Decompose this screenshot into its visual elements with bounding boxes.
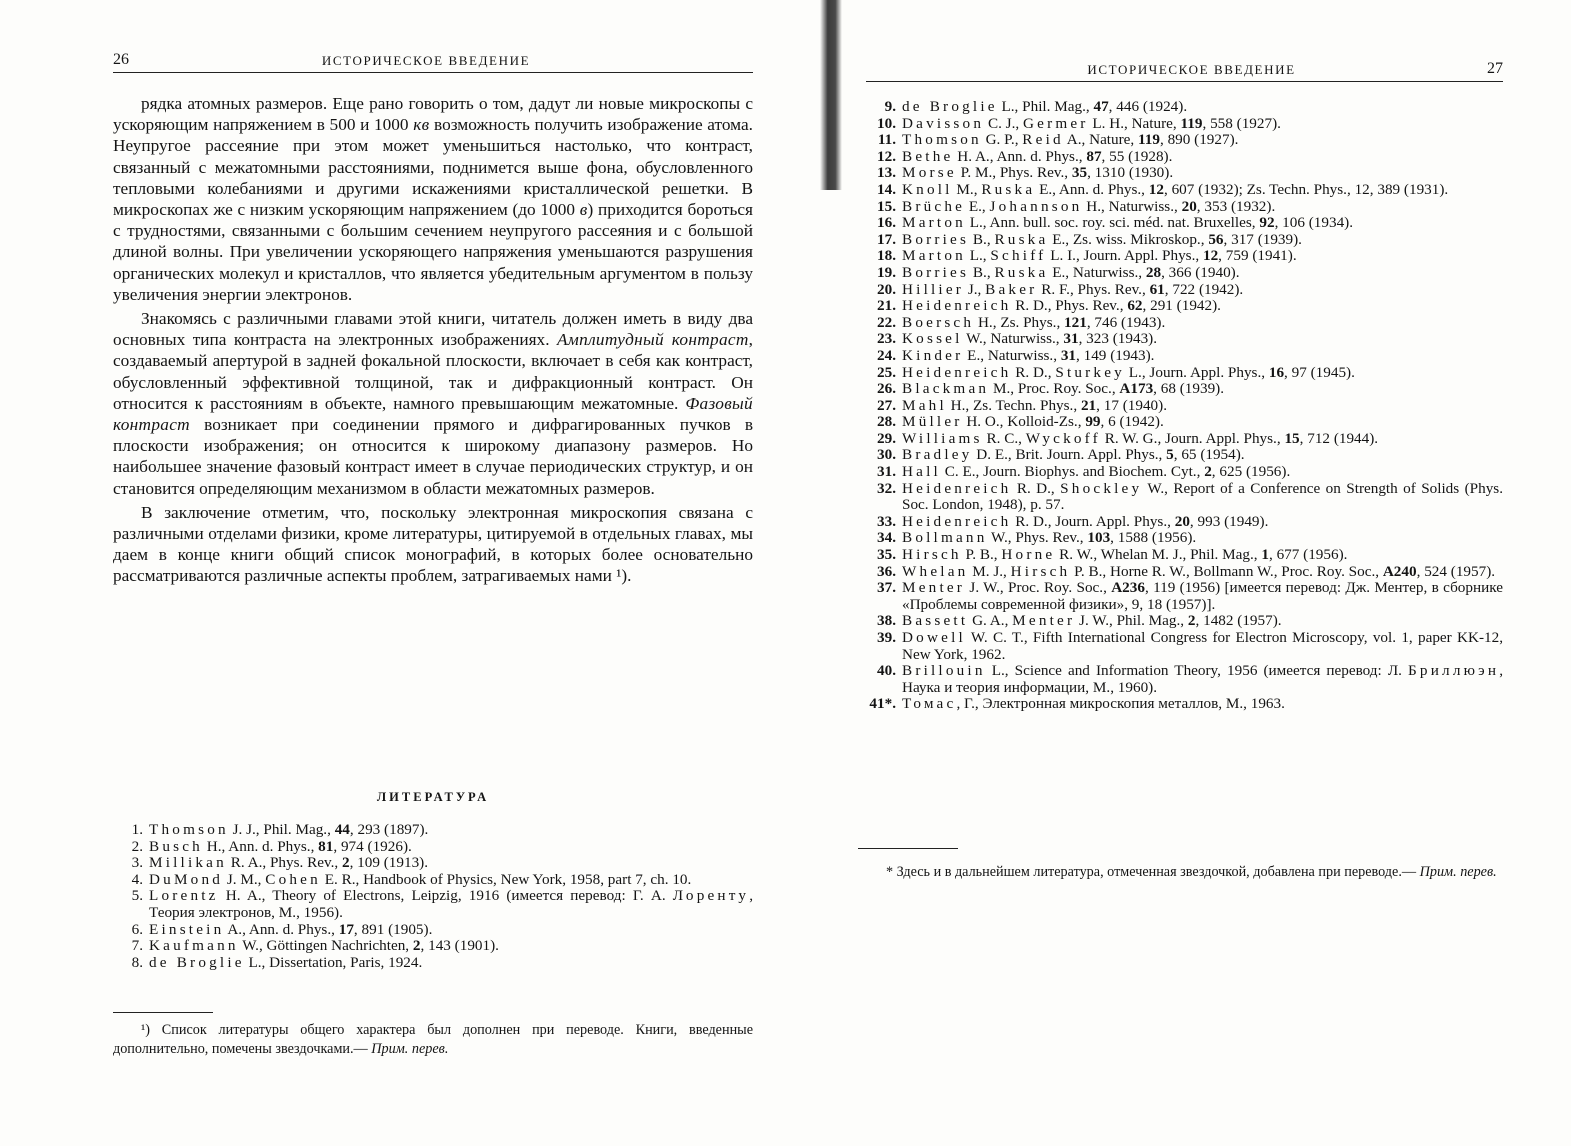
reference-item: 35. Hirsch P. B., Horne R. W., Whelan M. J., Phil. Mag., 1, 677 (1956). [877,546,1348,564]
reference-item: 11. Thomson G. P., Reid A., Nature, 119, 890 (1927). [877,131,1239,149]
reference-item: 8. de Broglie L., Dissertation, Paris, 1924. [131,953,423,971]
reference-item: 34. Bollmann W., Phys. Rev., 103, 1588 (1956). [877,529,1197,547]
reference-item: 27. Mahl H., Zs. Techn. Phys., 21, 17 (1940). [877,396,1167,414]
reference-item: 31. Hall C. E., Journ. Biophys. and Biochem. Cyt., 2, 625 (1956). [877,463,1291,481]
right-page [786,0,1571,1146]
reference-item: 2. Busch H., Ann. d. Phys., 81, 974 (1926). [131,837,412,855]
reference-item: 40. Brillouin L., Science and Information Theory, 1956 (имеется перевод: Л. Бриллюэн, Наука и теория информации, М., 1960). [877,662,1503,696]
literature-heading: ЛИТЕРАТУРА [376,790,490,804]
running-head-title: ИСТОРИЧЕСКОЕ ВВЕДЕНИЕ [1087,62,1296,77]
reference-item: 33. Heidenreich R. D., Journ. Appl. Phys., 20, 993 (1949). [877,512,1269,530]
reference-item: 15. Brüche E., Johannson H., Naturwiss., 20, 353 (1932). [877,197,1276,215]
reference-list-left [113,822,753,971]
reference-item: 41*. Томас, Г., Электронная микроскопия металлов, М., 1963. [869,695,1285,713]
running-head-right [866,56,1503,82]
reference-item: 28. Müller H. O., Kolloid-Zs., 99, 6 (1942). [877,413,1164,431]
body-text [113,93,753,587]
reference-item: 20. Hillier J., Baker R. F., Phys. Rev., 61, 722 (1942). [877,280,1244,298]
footnote-rule [113,1012,213,1013]
reference-item: 26. Blackman M., Proc. Roy. Soc., A173, 68 (1939). [877,380,1225,398]
reference-item: 9. de Broglie L., Phil. Mag., 47, 446 (1924). [884,98,1188,115]
paragraph-3: В заключение отметим, что, поскольку электронная микроскопия связана с различными отделами физики, кроме литературы, цитируемой в отдельных главах, мы даем в конце книги общий список монографий, в которых более основательно рассматриваются различные аспекты проблем, затрагиваемых нами ¹). [113,502,753,586]
footnote-rule [858,848,958,849]
reference-item: 25. Heidenreich R. D., Sturkey L., Journ. Appl. Phys., 16, 97 (1945). [877,363,1355,381]
reference-item: 39. Dowell W. C. T., Fifth International Congress for Electron Microscopy, vol. 1, paper KK-12, New York, 1962. [877,629,1503,663]
reference-item: 16. Marton L., Ann. bull. soc. roy. sci. méd. nat. Bruxelles, 92, 106 (1934). [877,214,1354,232]
running-head-left [113,47,753,73]
reference-item: 6. Einstein A., Ann. d. Phys., 17, 891 (1905). [131,920,433,938]
left-page [0,0,785,1146]
running-head-title: ИСТОРИЧЕСКОЕ ВВЕДЕНИЕ [321,53,531,68]
reference-item: 23. Kossel W., Naturwiss., 31, 323 (1943). [877,330,1158,348]
reference-item: 22. Boersch H., Zs. Phys., 121, 746 (1943). [877,313,1166,331]
reference-item: 1. Thomson J. J., Phil. Mag., 44, 293 (1897). [131,821,429,838]
reference-item: 24. Kinder E., Naturwiss., 31, 149 (1943). [877,346,1155,364]
reference-list-right [866,99,1503,713]
reference-item: 29. Williams R. C., Wyckoff R. W. G., Journ. Appl. Phys., 15, 712 (1944). [877,429,1379,447]
footnote-left: ¹) Список литературы общего характера был дополнен при переводе. Книги, введенные дополнительно, помечены звездочками.— Прим. перев. [113,1022,753,1057]
page-number: 26 [113,51,129,68]
reference-item: 4. DuMond J. M., Cohen E. R., Handbook of Physics, New York, 1958, part 7, ch. 10. [131,870,692,888]
page-number: 27 [1487,60,1503,77]
reference-item: 7. Kaufmann W., Göttingen Nachrichten, 2, 143 (1901). [131,937,499,955]
reference-item: 18. Marton L., Schiff L. I., Journ. Appl. Phys., 12, 759 (1941). [877,247,1297,265]
paragraph-2: Знакомясь с различными главами этой книги, читатель должен иметь в виду два основных типа контраста на электронных изображениях. Амплитудный контраст, создаваемый апертурой в задней фокальной плоскости, включает в себя как контраст, обусловленный эффективной толщиной, так и дифракционный контраст. Он относится к расстояниям в объекте, намного превышающим межатомные. Фазовый контраст возникает при соединении прямого и дифрагированных пучков в плоскости изображения; он относится к широкому диапазону размеров. Но наибольшее значение фазовый контраст имеет в случае периодических структур, и он становится определяющим механизмом в области межатомных размеров. [113,309,753,498]
reference-item: 13. Morse P. M., Phys. Rev., 35, 1310 (1930). [877,164,1174,182]
reference-item: 37. Menter J. W., Proc. Roy. Soc., A236, 119 (1956) [имеется перевод: Дж. Ментер, в сборнике «Проблемы современной физики», 9, 18 (1957)]. [877,579,1503,613]
reference-item: 14. Knoll M., Ruska E., Ann. d. Phys., 12, 607 (1932); Zs. Techn. Phys., 12, 389 (1931). [877,180,1449,198]
reference-item: 19. Borries B., Ruska E., Naturwiss., 28, 366 (1940). [877,263,1240,281]
reference-item: 3. Millikan R. A., Phys. Rev., 2, 109 (1913). [131,854,429,872]
reference-item: 36. Whelan M. J., Hirsch P. B., Horne R. W., Bollmann W., Proc. Roy. Soc., A240, 524 (1957). [877,562,1496,580]
footnote-right: * Здесь и в дальнейшем литература, отмеченная звездочкой, добавлена при переводе.— Прим. перев. [886,864,1497,880]
reference-item: 32. Heidenreich R. D., Shockley W., Report of a Conference on Strength of Solids (Phys. Soc. London, 1948), p. 57. [877,479,1503,514]
paragraph-1: рядка атомных размеров. Еще рано говорить о том, дадут ли новые микроскопы с ускоряющим напряжением в 500 и 1000 кв возможность получить изображение атома. Неупругое рассеяние при этом может уменьшиться настолько, что контраст, связанный с межатомными расстояниями, поднимется выше фона, обусловленного тепловыми колебаниями и другими искажениями кристаллической решетки. В микроскопах же с низким ускоряющим напряжением (до 1000 в) приходится бороться с трудностями, связанными с большим сечением неупругого рассеяния и с большой длиной волны. При увеличении ускоряющего напряжения уменьшаются разрушения органических молекул и кристаллов, что является убедительным аргументом в пользу увеличения энергии электронов. [113,94,753,304]
reference-item: 10. Davisson C. J., Germer L. H., Nature, 119, 558 (1927). [877,114,1281,132]
reference-item: 21. Heidenreich R. D., Phys. Rev., 62, 291 (1942). [877,297,1221,315]
reference-item: 12. Bethe H. A., Ann. d. Phys., 87, 55 (1928). [877,147,1173,165]
reference-item: 17. Borries B., Ruska E., Zs. wiss. Mikroskop., 56, 317 (1939). [877,230,1302,248]
reference-item: 30. Bradley D. E., Brit. Journ. Appl. Phys., 5, 65 (1954). [877,446,1245,464]
reference-item: 5. Lorentz H. A., Theory of Electrons, Leipzig, 1916 (имеется перевод: Г. А. Лоренту, Теория электронов, М., 1956). [131,887,753,921]
reference-item: 38. Bassett G. A., Menter J. W., Phil. Mag., 2, 1482 (1957). [877,612,1282,630]
